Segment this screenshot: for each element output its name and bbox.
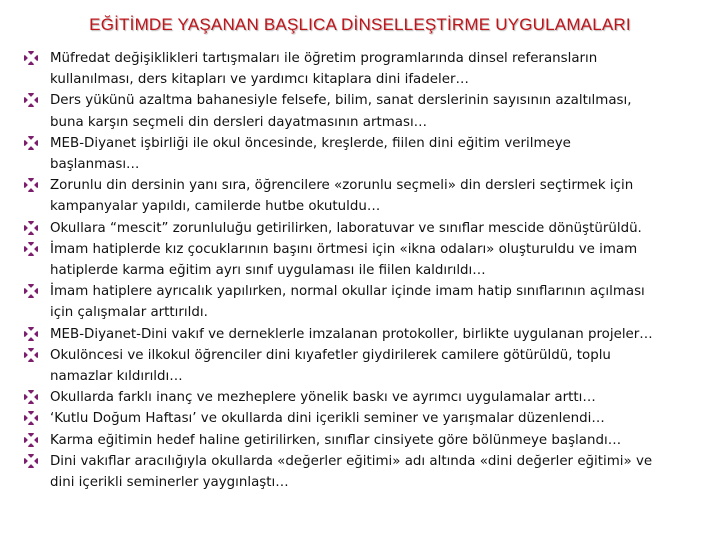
- list-item: [24, 387, 714, 408]
- list-item-text: İmam hatiplerde kız çocuklarının başını örtmesi için «ikna odaları» oluşturuldu ve imam hatiplerde karma eğitim ayrı sınıf uygulaması ile fiilen kaldırıldı…: [50, 241, 638, 279]
- slide-title: EĞİTİMDE YAŞANAN BAŞLICA DİNSELLEŞTİRME UYGULAMALARI: [89, 15, 631, 34]
- diamond-bullet-icon: [24, 178, 38, 192]
- list-item-text: Zorunlu din dersinin yanı sıra, öğrencilere «zorunlu seçmeli» din dersleri seçtirmek için kampanyalar yapıldı, camilerde hutbe okutuldu…: [50, 178, 634, 215]
- diamond-bullet-icon: [24, 327, 38, 341]
- list-item-text: Okulöncesi ve ilkokul öğrenciler dini kıyafetler giydirilerek camilere götürüldü, toplu namazlar kıldırıldı…: [50, 347, 611, 385]
- list-item-text: Okullarda farklı inanç ve mezheplere yönelik baskı ve ayrımcı uygulamalar arttı…: [50, 390, 596, 406]
- list-item: [24, 281, 714, 323]
- list-item: [24, 239, 714, 281]
- list-item: [24, 90, 714, 132]
- list-item-text: MEB-Diyanet işbirliği ile okul öncesinde, kreşlerde, fiilen dini eğitim verilmeye başlanması…: [50, 135, 571, 173]
- list-item: [24, 175, 714, 217]
- list-item-text: Müfredat değişiklikleri tartışmaları ile öğretim programlarında dinsel referansların kullanılması, ders kitapları ve yardımcı kitaplara dini ifadeler…: [50, 51, 598, 88]
- list-item: [24, 324, 714, 345]
- list-item: [24, 345, 714, 387]
- diamond-bullet-icon: [24, 348, 38, 362]
- bullet-list: [24, 48, 714, 493]
- list-item-text: ‘Kutlu Doğum Haftası’ ve okullarda dini içerikli seminer ve yarışmalar düzenlendi…: [50, 411, 605, 427]
- diamond-bullet-icon: [24, 454, 38, 468]
- diamond-bullet-icon: [24, 411, 38, 425]
- list-item-text: Okullara “mescit” zorunluluğu getirilirken, laboratuvar ve sınıflar mescide dönüştürüldü.: [50, 220, 642, 236]
- diamond-bullet-icon: [24, 221, 38, 235]
- diamond-bullet-icon: [24, 51, 38, 65]
- list-item: [24, 48, 714, 90]
- list-item-text: İmam hatiplere ayrıcalık yapılırken, normal okullar içinde imam hatip sınıflarının açılması için çalışmalar arttırıldı.: [50, 284, 645, 321]
- list-item: [24, 408, 714, 429]
- list-item-text: Dini vakıflar aracılığıyla okullarda «değerler eğitimi» adı altında «dini değerler eğitimi» ve dini içerikli seminerler yaygınlaştı…: [50, 453, 653, 491]
- diamond-bullet-icon: [24, 390, 38, 404]
- list-item-text: MEB-Diyanet-Dini vakıf ve derneklerle imzalanan protokoller, birlikte uygulanan projeler…: [50, 326, 653, 342]
- diamond-bullet-icon: [24, 93, 38, 107]
- list-item: [24, 218, 714, 239]
- list-item: [24, 133, 714, 175]
- diamond-bullet-icon: [24, 433, 38, 447]
- diamond-bullet-icon: [24, 136, 38, 150]
- list-item: [24, 451, 714, 493]
- list-item: [24, 430, 714, 451]
- diamond-bullet-icon: [24, 284, 38, 298]
- diamond-bullet-icon: [24, 242, 38, 256]
- list-item-text: Ders yükünü azaltma bahanesiyle felsefe, bilim, sanat derslerinin sayısının azaltılması, buna karşın seçmeli din dersleri dayatmasının artması…: [50, 93, 632, 130]
- list-item-text: Karma eğitimin hedef haline getirilirken, sınıflar cinsiyete göre bölünmeye başlandı…: [50, 432, 622, 448]
